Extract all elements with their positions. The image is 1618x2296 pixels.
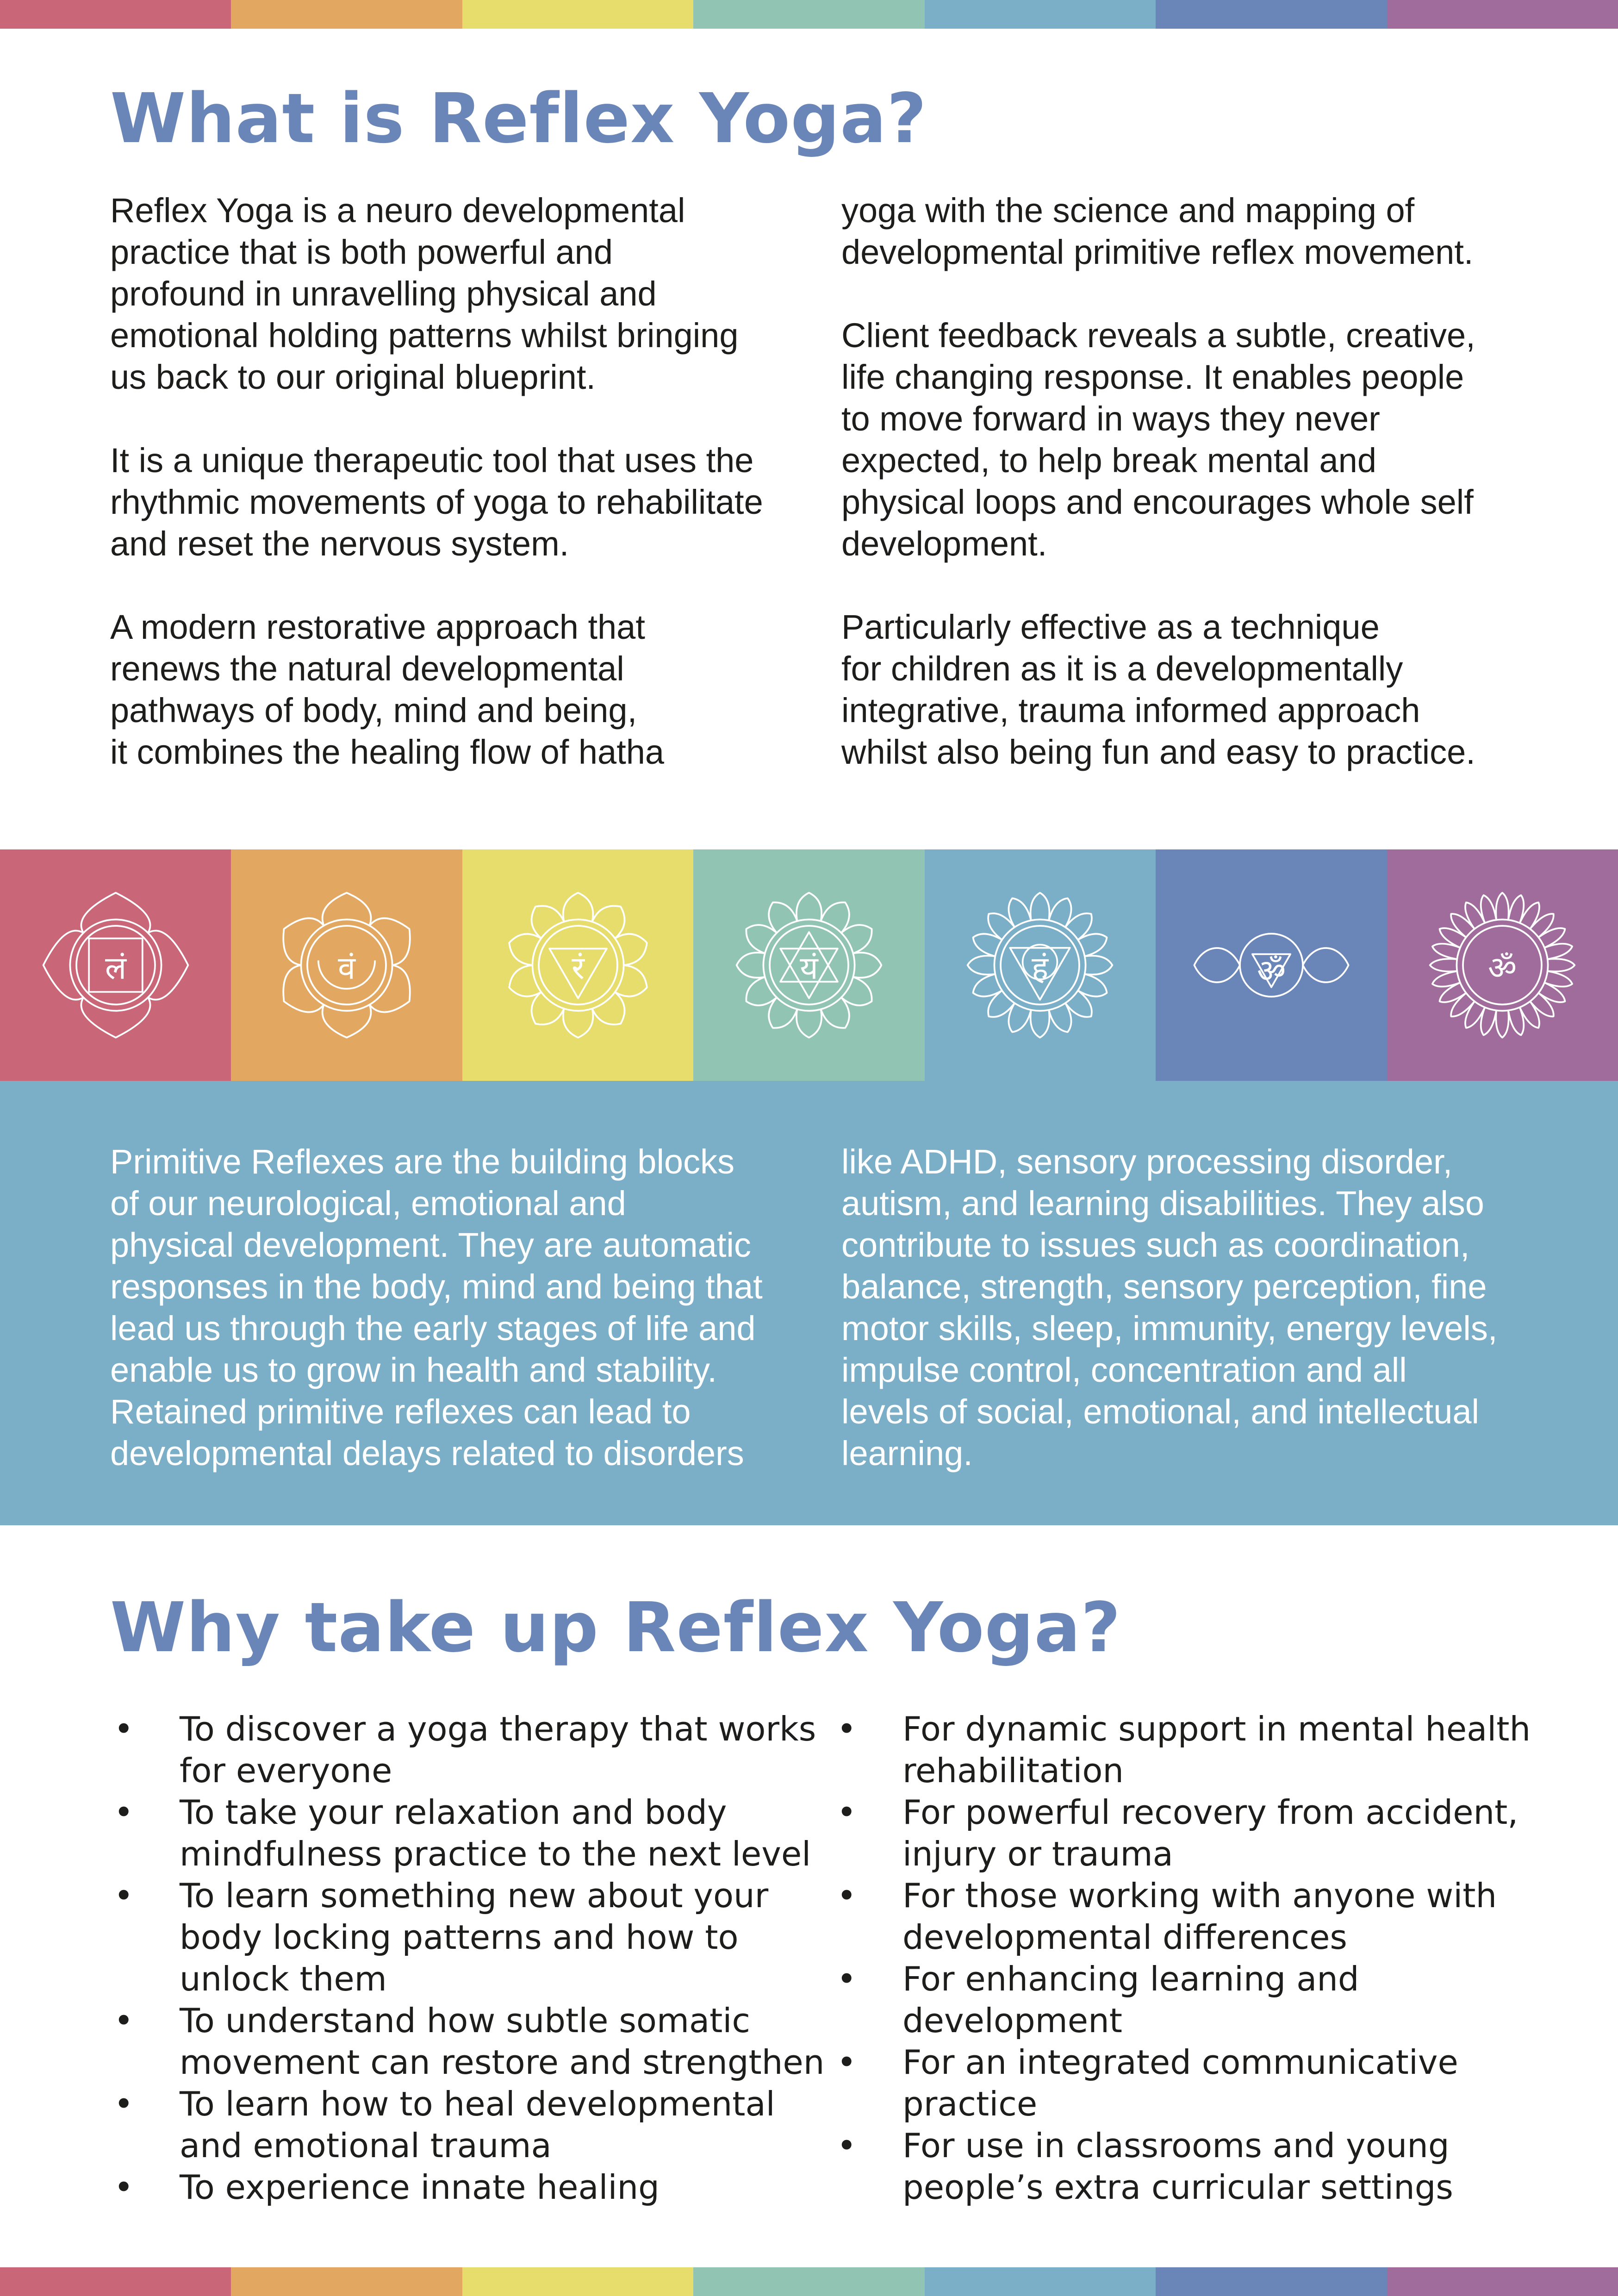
list-item [110,1791,832,1875]
text-line: Primitive Reflexes are the building blocks [110,1142,735,1181]
list-item-line: rehabilitation [902,1751,1124,1790]
list-item-line: • To take your relaxation and body [180,1793,727,1832]
paragraph [841,1141,1582,1474]
text-line: pathways of body, mind and being, [110,691,637,730]
text-line: Reflex Yoga is a neuro developmental [110,191,685,230]
paragraph [110,1141,804,1474]
list-item-line: mindfulness practice to the next level [180,1834,811,1873]
text-line: Retained primitive reflexes can lead to [110,1392,691,1431]
text-line: learning. [841,1434,973,1472]
paragraph [841,315,1563,565]
text-line: expected, to help break mental and [841,441,1376,480]
list-item [110,1875,832,2000]
third-eye-chakra-icon [1193,886,1350,1044]
list-item [110,2083,832,2166]
text-line: Particularly effective as a technique [841,608,1380,646]
stripe-segment-blue [1156,0,1387,29]
text-line: it combines the healing flow of hatha [110,733,665,771]
list-item [833,2125,1597,2208]
list-item [833,1958,1597,2041]
chakra-tile [693,849,924,1081]
chakra-glyph: हं [1032,950,1049,987]
text-line: profound in unravelling physical and [110,275,657,313]
text-line: impulse control, concentration and all [841,1351,1407,1389]
chakra-glyph: यं [800,950,818,987]
list-item-line: • For those working with anyone with [902,1876,1497,1915]
text-line: us back to our original blueprint. [110,358,596,396]
list-item-line: • To learn something new about your [180,1876,769,1915]
text-line: Client feedback reveals a subtle, creative, [841,316,1475,355]
text-line: to move forward in ways they never [841,399,1380,438]
chakra-glyph: रं [571,950,585,987]
list-item-line: • To experience innate healing [180,2168,660,2207]
text-line: lead us through the early stages of life and [110,1309,756,1348]
reasons-list-left [110,1708,832,2208]
list-item-line: • For dynamic support in mental health [902,1710,1531,1748]
primitive-reflexes-panel [0,1081,1618,1525]
paragraph [110,190,795,398]
text-line: developmental primitive reflex movement. [841,233,1474,271]
list-item [110,2166,832,2208]
text-line: integrative, trauma informed approach [841,691,1420,730]
stripe-segment-yellow [462,2267,693,2296]
chakra-glyph: ॐ [1257,953,1286,990]
text-line: enable us to grow in health and stability. [110,1351,717,1389]
chakra-tile [925,849,1156,1081]
paragraph [841,190,1563,273]
text-line: balance, strength, sensory perception, fine [841,1267,1487,1306]
text-line: It is a unique therapeutic tool that uses the [110,441,754,480]
text-line: yoga with the science and mapping of [841,191,1415,230]
chakra-tile [462,849,693,1081]
text-line: emotional holding patterns whilst bringing [110,316,739,355]
stripe-segment-red [0,2267,231,2296]
text-line: contribute to issues such as coordination, [841,1226,1470,1264]
list-item-line: development [902,2001,1122,2040]
list-item-line: • For powerful recovery from accident, [902,1793,1518,1832]
chakra-glyph: ॐ [1488,950,1517,987]
list-item [110,1708,832,1791]
list-item [833,2041,1597,2125]
list-item-line: • To learn how to heal developmental [180,2084,775,2123]
chakra-tile [0,849,231,1081]
text-line: motor skills, sleep, immunity, energy levels, [841,1309,1498,1348]
reflex-right-column [841,1141,1582,1474]
paragraph [110,440,795,565]
chakra-tile [1387,849,1618,1081]
solar-plexus-chakra-icon [499,886,657,1044]
list-item-line: developmental differences [902,1918,1347,1957]
paragraph [110,606,795,773]
text-line: renews the natural developmental [110,649,624,688]
top-color-stripe [0,0,1618,29]
sacral-chakra-icon [268,886,425,1044]
paragraph [841,606,1563,773]
stripe-segment-mint [693,2267,924,2296]
chakra-band [0,849,1618,1081]
bottom-color-stripe [0,2267,1618,2296]
stripe-segment-red [0,0,231,29]
list-item [833,1708,1597,1791]
text-line: autism, and learning disabilities. They also [841,1184,1484,1223]
list-item [833,1875,1597,1958]
list-item-line: • For use in classrooms and young [902,2126,1450,2165]
throat-chakra-icon [961,886,1119,1044]
intro-left-column [110,190,795,773]
text-line: physical loops and encourages whole self [841,483,1474,521]
root-chakra-icon [37,886,194,1044]
list-item-line: practice [902,2084,1038,2123]
list-item-line: and emotional trauma [180,2126,552,2165]
text-line: rhythmic movements of yoga to rehabilitate [110,483,763,521]
list-item-line: • For enhancing learning and [902,1959,1359,1998]
list-item-line: • To discover a yoga therapy that works [180,1710,816,1748]
list-item-line: • To understand how subtle somatic [180,2001,750,2040]
stripe-segment-sky [925,0,1156,29]
text-line: development. [841,524,1047,563]
stripe-segment-orange [231,0,462,29]
chakra-tile [231,849,462,1081]
text-line: developmental delays related to disorders [110,1434,744,1472]
text-line: levels of social, emotional, and intellectual [841,1392,1479,1431]
stripe-segment-blue [1156,2267,1387,2296]
intro-right-column [841,190,1563,773]
text-line: responses in the body, mind and being that [110,1267,763,1306]
text-line: whilst also being fun and easy to practice. [841,733,1475,771]
reflex-left-column [110,1141,804,1474]
reasons-list-right [833,1708,1597,2208]
list-item-line: for everyone [180,1751,392,1790]
stripe-segment-yellow [462,0,693,29]
chakra-glyph: वं [338,950,356,987]
list-item-line: body locking patterns and how to [180,1918,739,1957]
text-line: life changing response. It enables people [841,358,1464,396]
what-is-heading: What is Reflex Yoga? [110,79,927,158]
text-line: physical development. They are automatic [110,1226,751,1264]
stripe-segment-purple [1387,0,1618,29]
text-line: for children as it is a developmentally [841,649,1403,688]
chakra-glyph: लं [105,950,126,987]
list-item-line: injury or trauma [902,1834,1173,1873]
text-line: A modern restorative approach that [110,608,645,646]
list-item-line: • For an integrated communicative [902,2043,1458,2082]
text-line: of our neurological, emotional and [110,1184,626,1223]
why-take-up-heading: Why take up Reflex Yoga? [110,1588,1121,1667]
stripe-segment-mint [693,0,924,29]
heart-chakra-icon [730,886,888,1044]
stripe-segment-orange [231,2267,462,2296]
stripe-segment-purple [1387,2267,1618,2296]
text-line: practice that is both powerful and [110,233,613,271]
list-item-line: unlock them [180,1959,387,1998]
crown-chakra-icon [1424,886,1581,1044]
stripe-segment-sky [925,2267,1156,2296]
list-item [110,2000,832,2083]
list-item-line: movement can restore and strengthen [180,2043,825,2082]
list-item [833,1791,1597,1875]
chakra-tile [1156,849,1387,1081]
text-line: and reset the nervous system. [110,524,569,563]
list-item-line: people’s extra curricular settings [902,2168,1453,2207]
text-line: like ADHD, sensory processing disorder, [841,1142,1453,1181]
